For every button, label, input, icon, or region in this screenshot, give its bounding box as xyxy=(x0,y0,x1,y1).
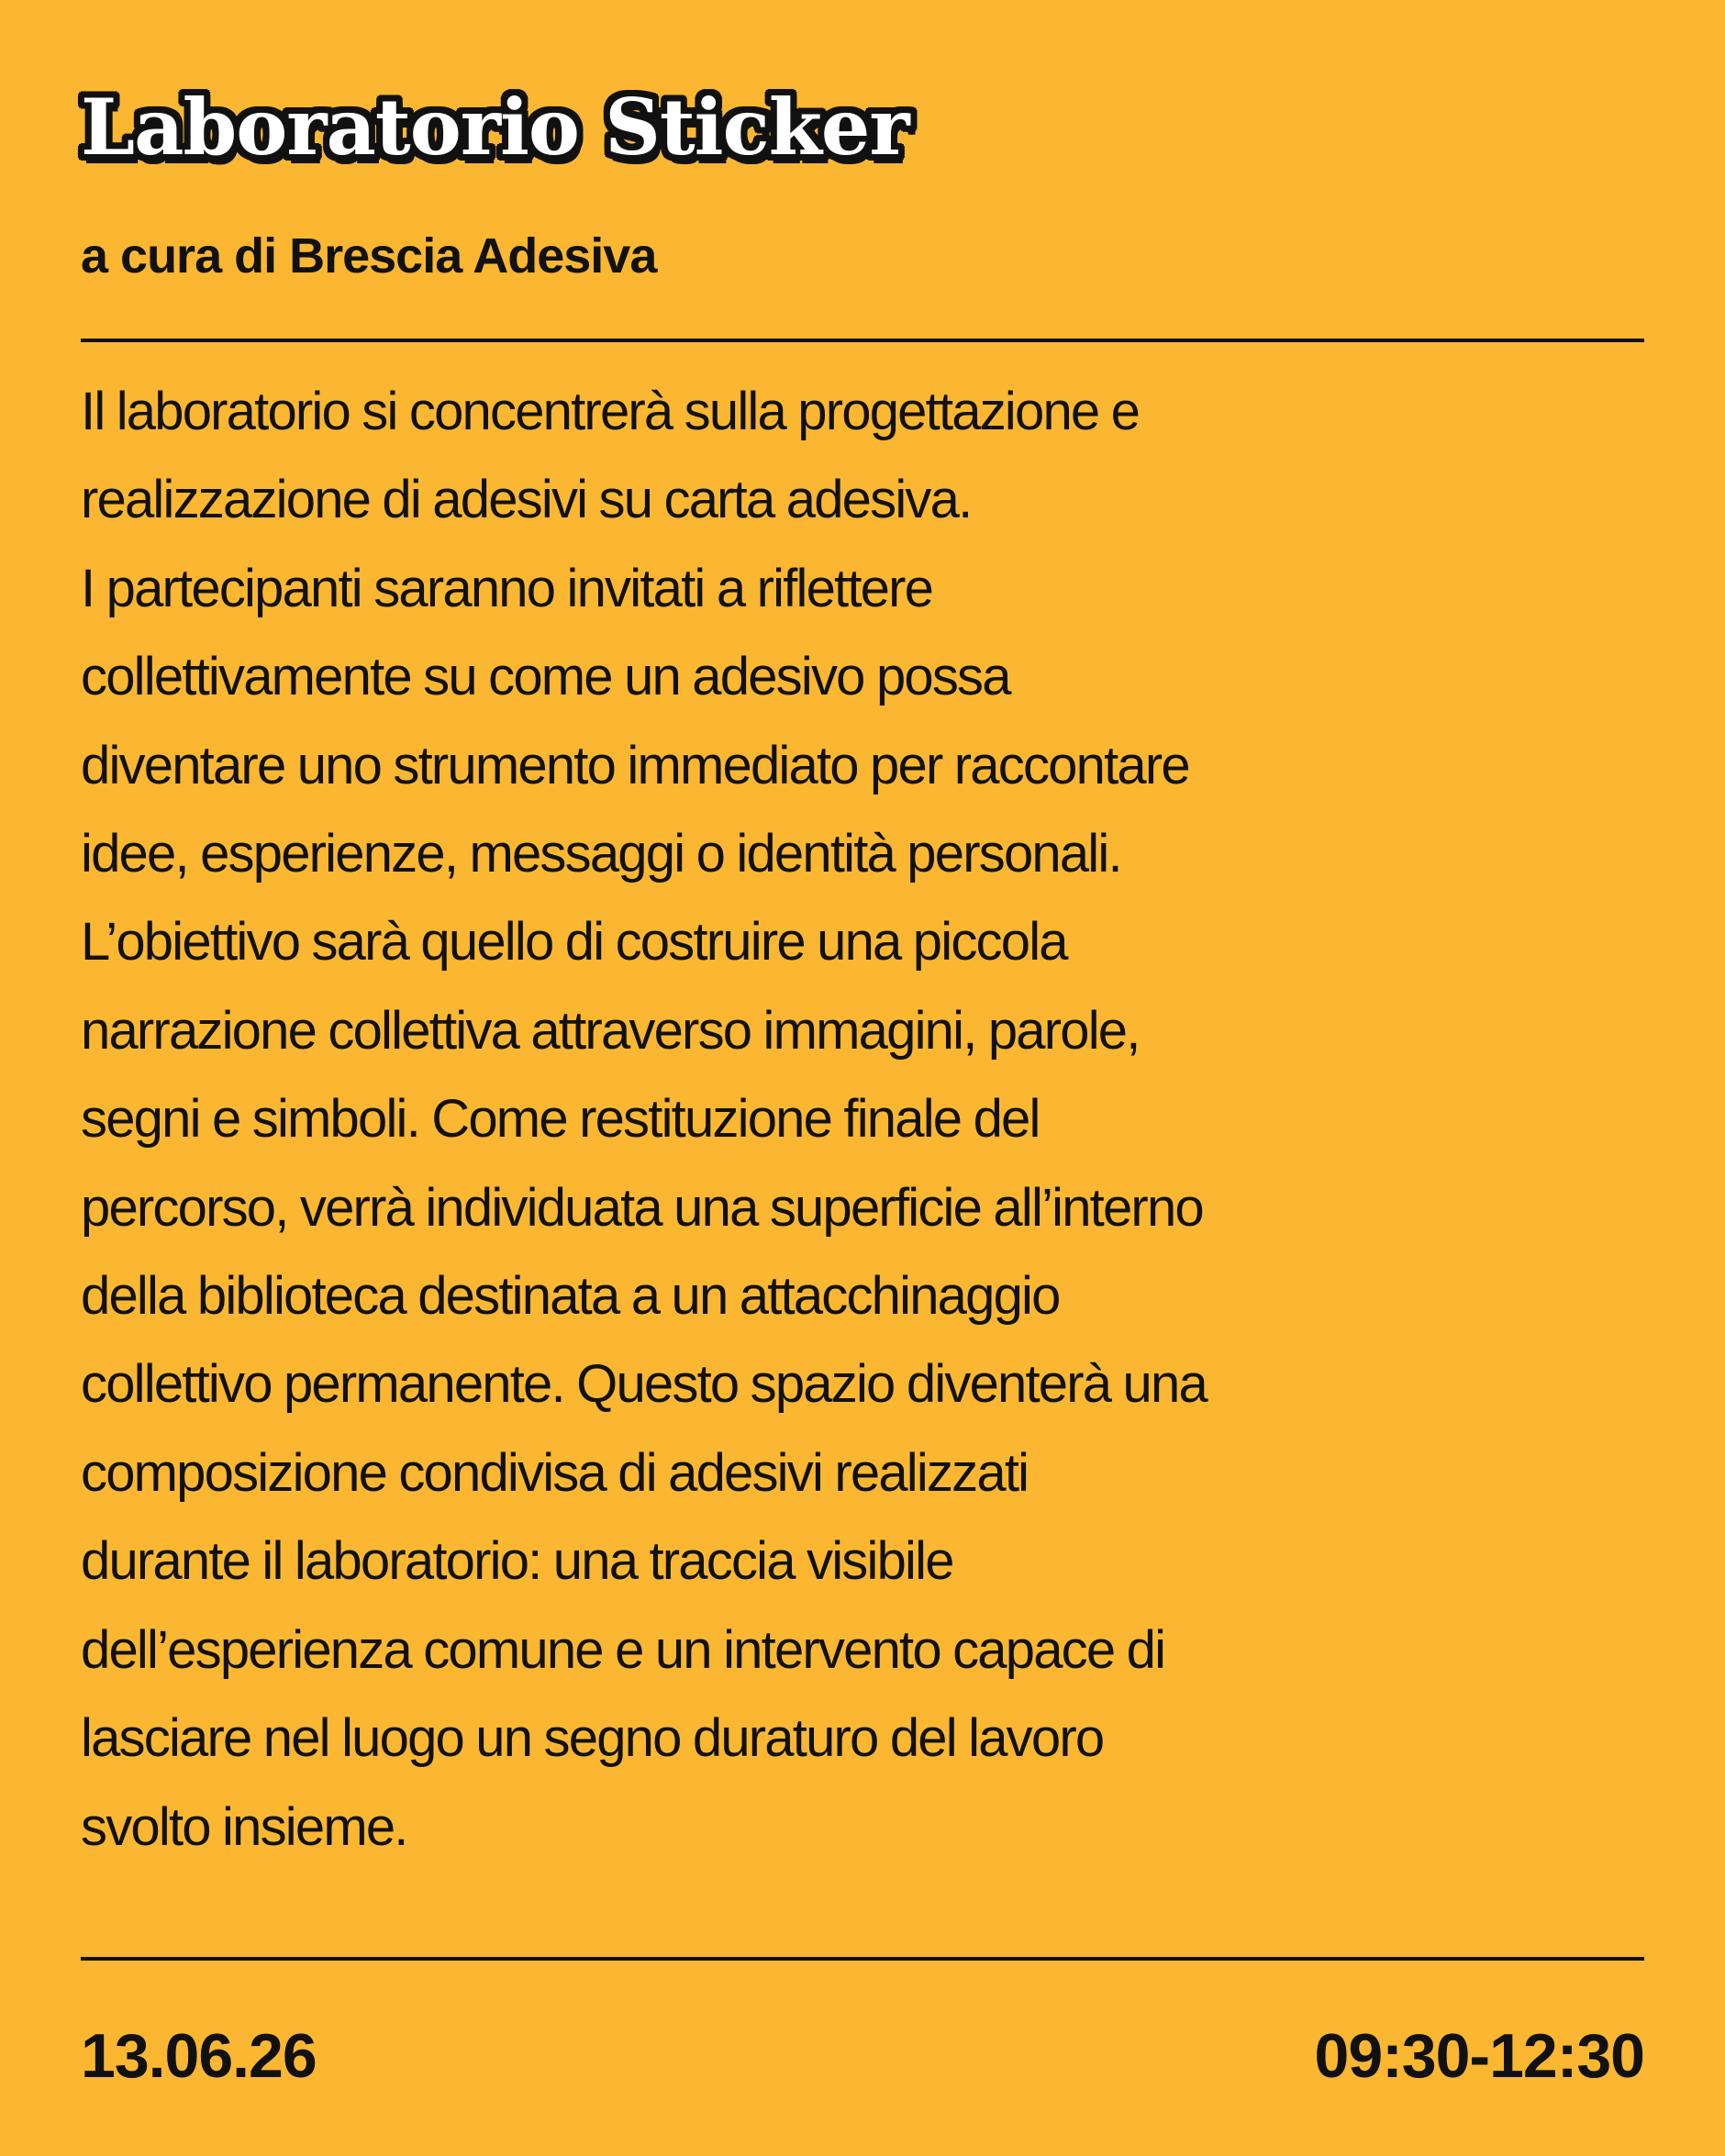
description-line: durante il laboratorio: una traccia visibile xyxy=(81,1531,953,1592)
description-line: della biblioteca destinata a un attacchinaggio xyxy=(81,1266,1060,1327)
event-description xyxy=(81,368,1677,1872)
description-line: collettivamente su come un adesivo possa xyxy=(81,647,1010,707)
description-line: dell’esperienza comune e un intervento capace di xyxy=(81,1619,1165,1680)
description-line: Il laboratorio si concentrerà sulla progettazione e xyxy=(81,382,1140,441)
bottom-divider xyxy=(81,1957,1644,1961)
description-line: collettivo permanente. Questo spazio diventerà una xyxy=(81,1354,1207,1415)
description-line: idee, esperienze, messaggi o identità personali. xyxy=(81,824,1121,884)
description-line: I partecipanti saranno invitati a riflettere xyxy=(81,558,933,618)
event-organizer: a cura di Brescia Adesiva xyxy=(81,228,657,283)
top-divider xyxy=(81,339,1644,342)
event-time: 09:30-12:30 xyxy=(1314,2021,1644,2091)
description-line: segni e simboli. Come restituzione finale del xyxy=(81,1089,1040,1150)
description-line: diventare uno strumento immediato per raccontare xyxy=(81,735,1189,795)
description-line: svolto insieme. xyxy=(81,1796,407,1857)
event-date: 13.06.26 xyxy=(81,2021,317,2091)
event-title: Laboratorio Sticker xyxy=(81,82,909,172)
description-line: narrazione collettiva attraverso immagini, parole, xyxy=(81,1000,1140,1061)
description-line: lasciare nel luogo un segno duraturo del lavoro xyxy=(81,1708,1104,1769)
description-line: realizzazione di adesivi su carta adesiva. xyxy=(81,470,972,530)
description-line: composizione condivisa di adesivi realizzati xyxy=(81,1442,1029,1503)
description-line: percorso, verrà individuata una superficie all’interno xyxy=(81,1177,1203,1238)
description-line: L’obiettivo sarà quello di costruire una piccola xyxy=(81,912,1067,972)
